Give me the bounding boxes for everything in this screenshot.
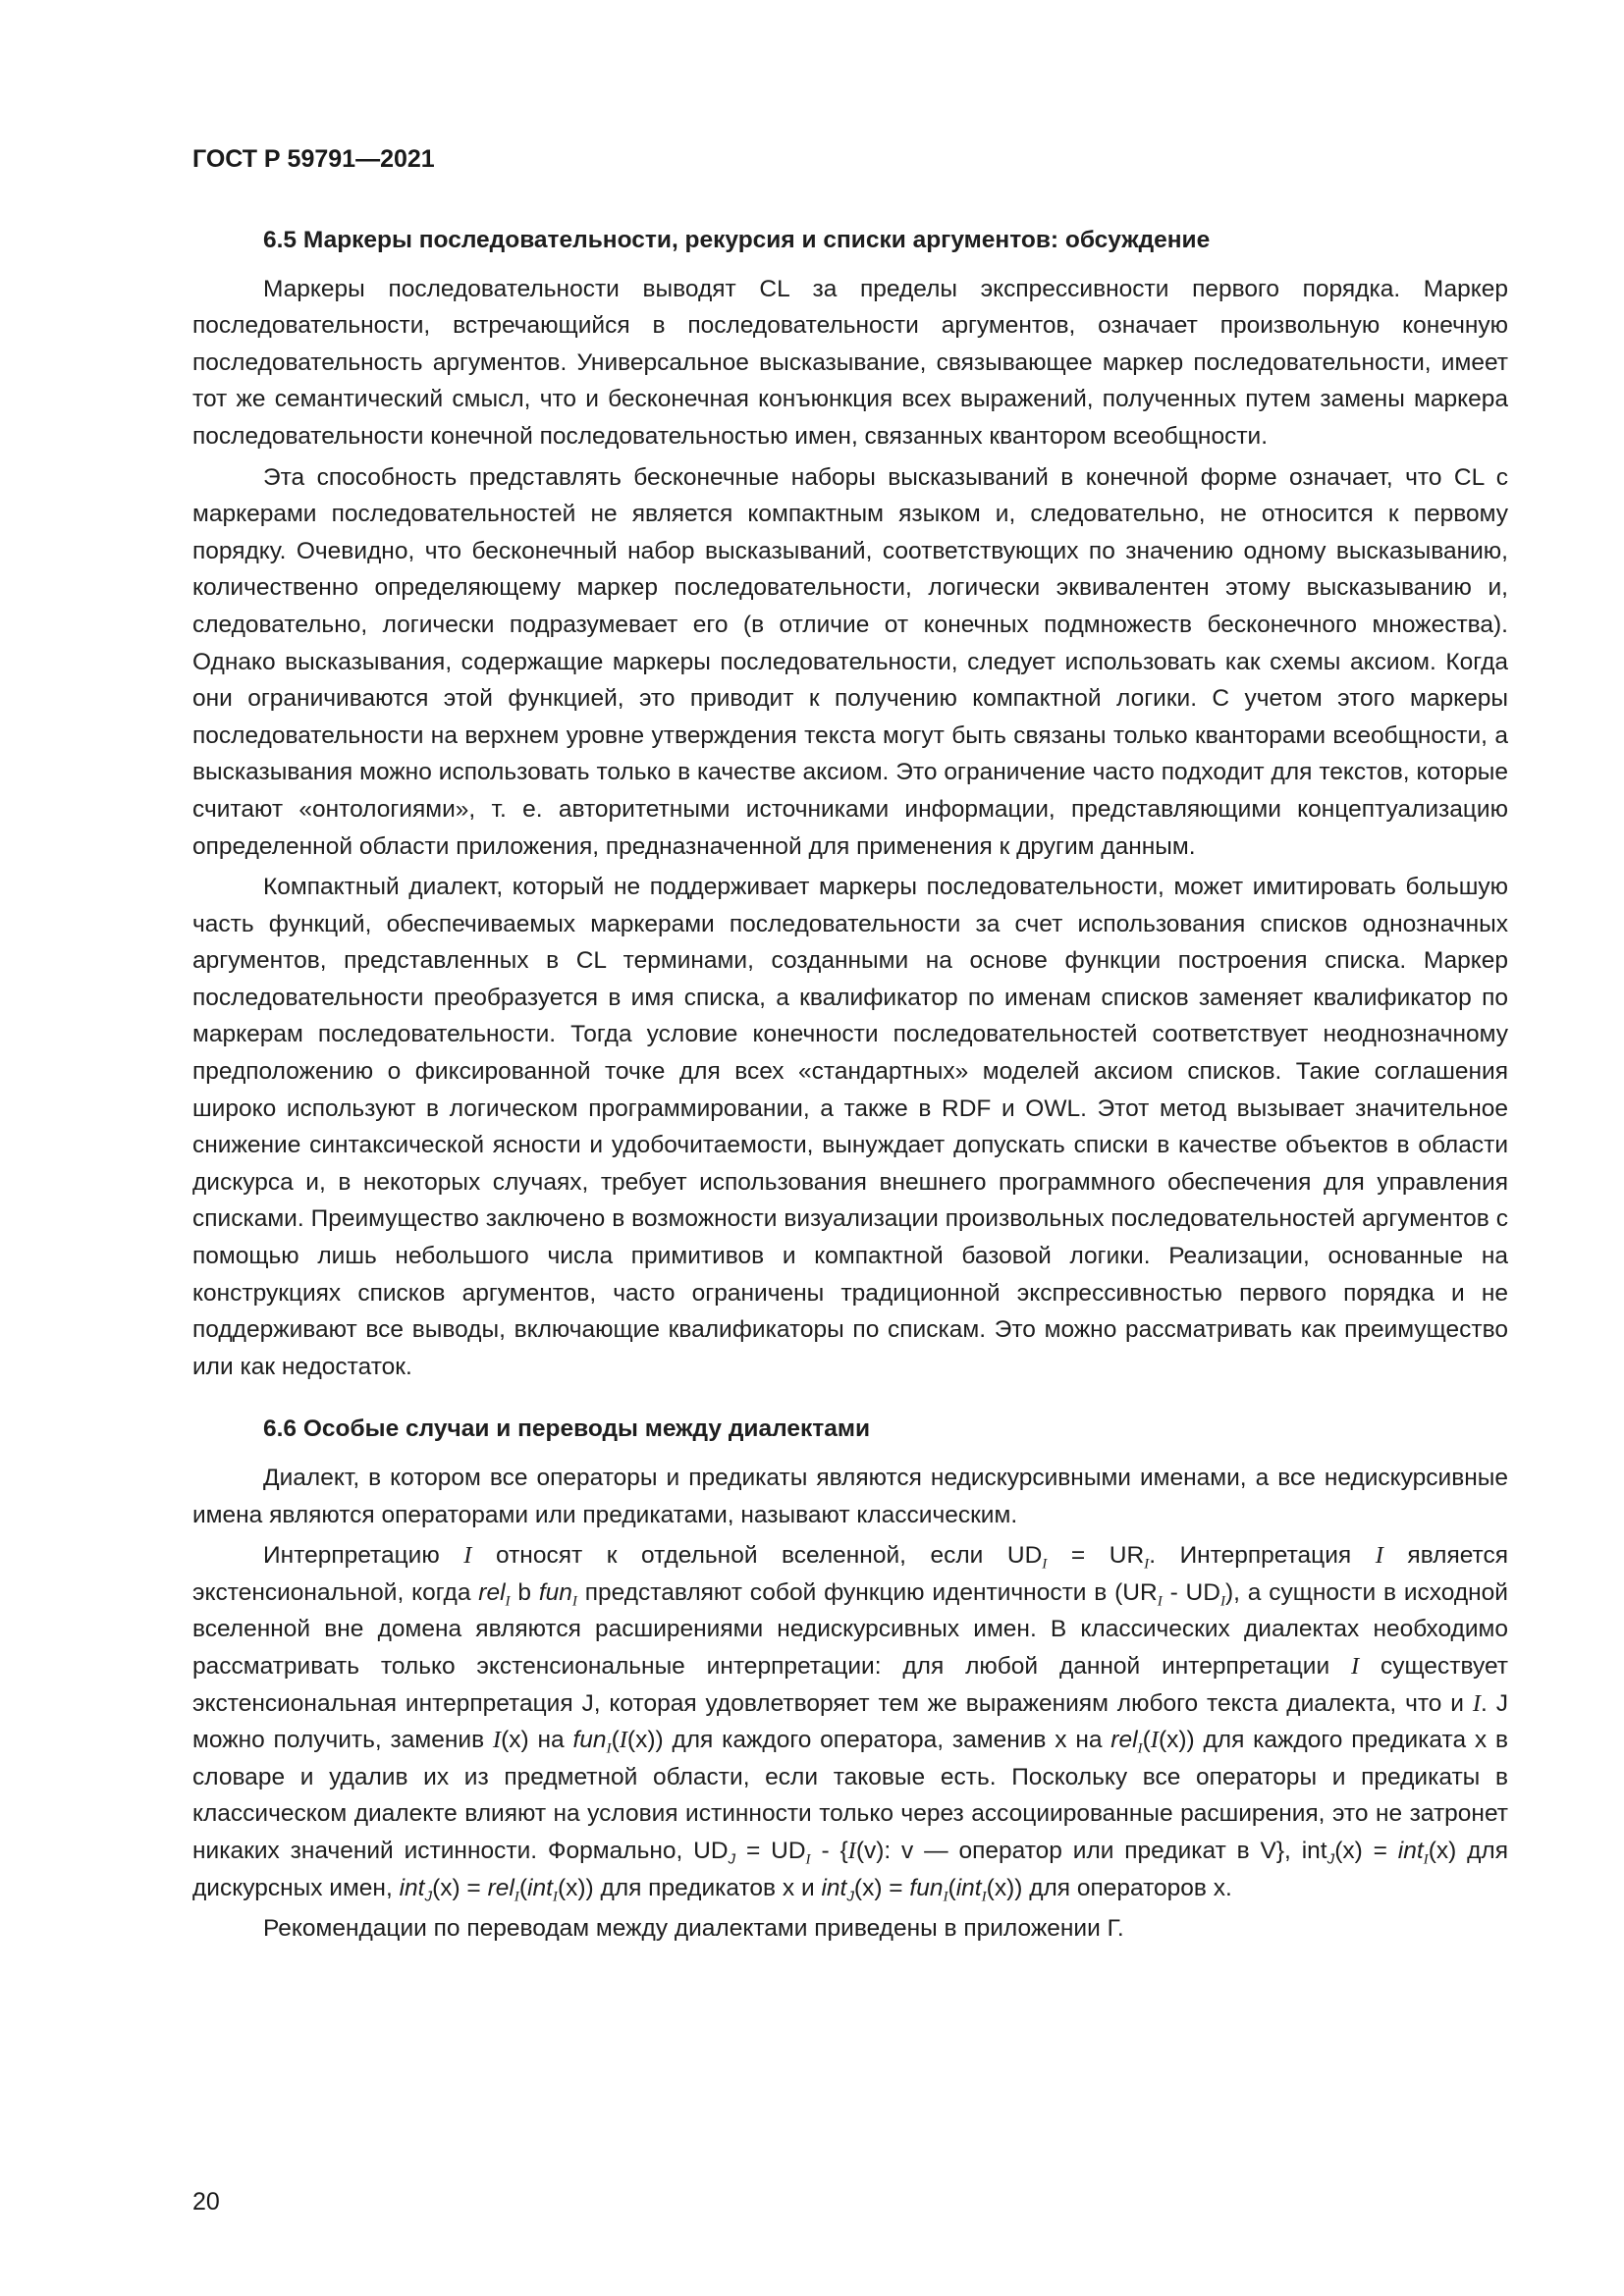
paragraph: Рекомендации по переводам между диалектами приведены в приложении Г. xyxy=(263,1915,1124,1943)
section-heading-6-5: 6.5 Маркеры последовательности, рекурсия и списки аргументов: обсуждение xyxy=(263,227,1211,253)
page-content xyxy=(192,222,1508,1948)
paragraph: Маркеры последовательности выводят CL за пределы экспрессивности первого порядка. Маркер последовательности, встречающийся в последовательности аргументов, означает произвольную конечную последовательность аргументов. Универсальное высказывание, связывающее маркер последовательности, имеет тот же семантический смысл, что и бесконечная конъюнкция всех выражений, полученных путем замены маркера последовательности конечной последовательностью имен, связанных квантором всеобщности. xyxy=(192,275,1508,450)
paragraph-interpretation: Интерпретацию I относят к отдельной вселенной, если $UD_I = UR_I$. Интерпретация I является экстенсиональной, когда rel$_I$ b fun$_I$ представляют собой функцию идентичности в $(UR_I - UD_I)$, а сущности в исходной вселенной вне домена являются расширениями недискурсивных имен. В классических диалектах необходимо рассматривать только экстенсиональные интерпретации: для любой данной интерпретации I существует экстенсиональная интерпретация J, которая удовлетворяет тем же выражениям любого текста диалекта, что и I. J можно получить, заменив I(x) на fun$_I$(I(x)) для каждого оператора, заменив x на rel$_I$(I(x)) для каждого предиката x в словаре и удалив их из предметной области, если таковые есть. Поскольку все операторы и предикаты в классическом диалекте влияют на условия истинности только через ассоциированные расширения, это не затронет никаких значений истинности. Формально, $UD_J = UD_I - \{I(v)$: v — оператор или предикат в V}, int$_J$(x) = int$_I$(x) для дискурсных имен, int$_J$(x) = rel$_I$(int$_I$(x)) для предикатов x и int$_J$(x) = fun$_I$(int$_I$(x)) для операторов x. xyxy=(192,1542,1508,1904)
paragraph: Эта способность представлять бесконечные наборы высказываний в конечной форме означает, что CL с маркерами последовательностей не является компактным языком и, следовательно, не относится к первому порядку. Очевидно, что бесконечный набор высказываний, соответствующих по значению одному высказыванию, количественно определяющему маркер последовательности, логически эквивалентен этому высказыванию и, следовательно, логически подразумевает его (в отличие от конечных подмножеств бесконечного множества). Однако высказывания, содержащие маркеры последовательности, следует использовать как схемы аксиом. Когда они ограничиваются этой функцией, это приводит к получению компактной логики. С учетом этого маркеры последовательности на верхнем уровне утверждения текста могут быть связаны только кванторами всеобщности, а высказывания можно использовать только в качестве аксиом. Это ограничение часто подходит для текстов, которые считают «онтологиями», т. е. авторитетными источниками информации, представляющими концептуализацию определенной области приложения, предназначенной для применения к другим данным. xyxy=(192,463,1508,860)
section-heading-6-6: 6.6 Особые случаи и переводы между диалектами xyxy=(263,1415,871,1443)
document-header: ГОСТ Р 59791—2021 xyxy=(192,145,435,173)
page-number: 20 xyxy=(192,2188,220,2216)
paragraph: Компактный диалект, который не поддерживает маркеры последовательности, может имитировать большую часть функций, обеспечиваемых маркерами последовательности за счет использования списков однозначных аргументов, представленных в CL терминами, созданными на основе функции построения списка. Маркер последовательности преобразуется в имя списка, а квалификатор по именам списков заменяет квалификатор по маркерам последовательности. Тогда условие конечности последовательностей соответствует неоднозначному предположению о фиксированной точке для всех «стандартных» моделей аксиом списков. Такие соглашения широко используют в логическом программировании, а также в RDF и OWL. Этот метод вызывает значительное снижение синтаксической ясности и удобочитаемости, вынуждает допускать списки в качестве объектов в области дискурса и, в некоторых случаях, требует использования внешнего программного обеспечения для управления списками. Преимущество заключено в возможности визуализации произвольных последовательностей аргументов с помощью лишь небольшого числа примитивов и компактной базовой логики. Реализации, основанные на конструкциях списков аргументов, часто ограничены традиционной экспрессивностью первого порядка и не поддерживают все выводы, включающие квалификаторы по спискам. Это можно рассматривать как преимущество или как недостаток. xyxy=(192,874,1508,1380)
paragraph: Диалект, в котором все операторы и предикаты являются недискурсивными именами, а все недискурсивные имена являются операторами или предикатами, называют классическим. xyxy=(192,1465,1508,1528)
